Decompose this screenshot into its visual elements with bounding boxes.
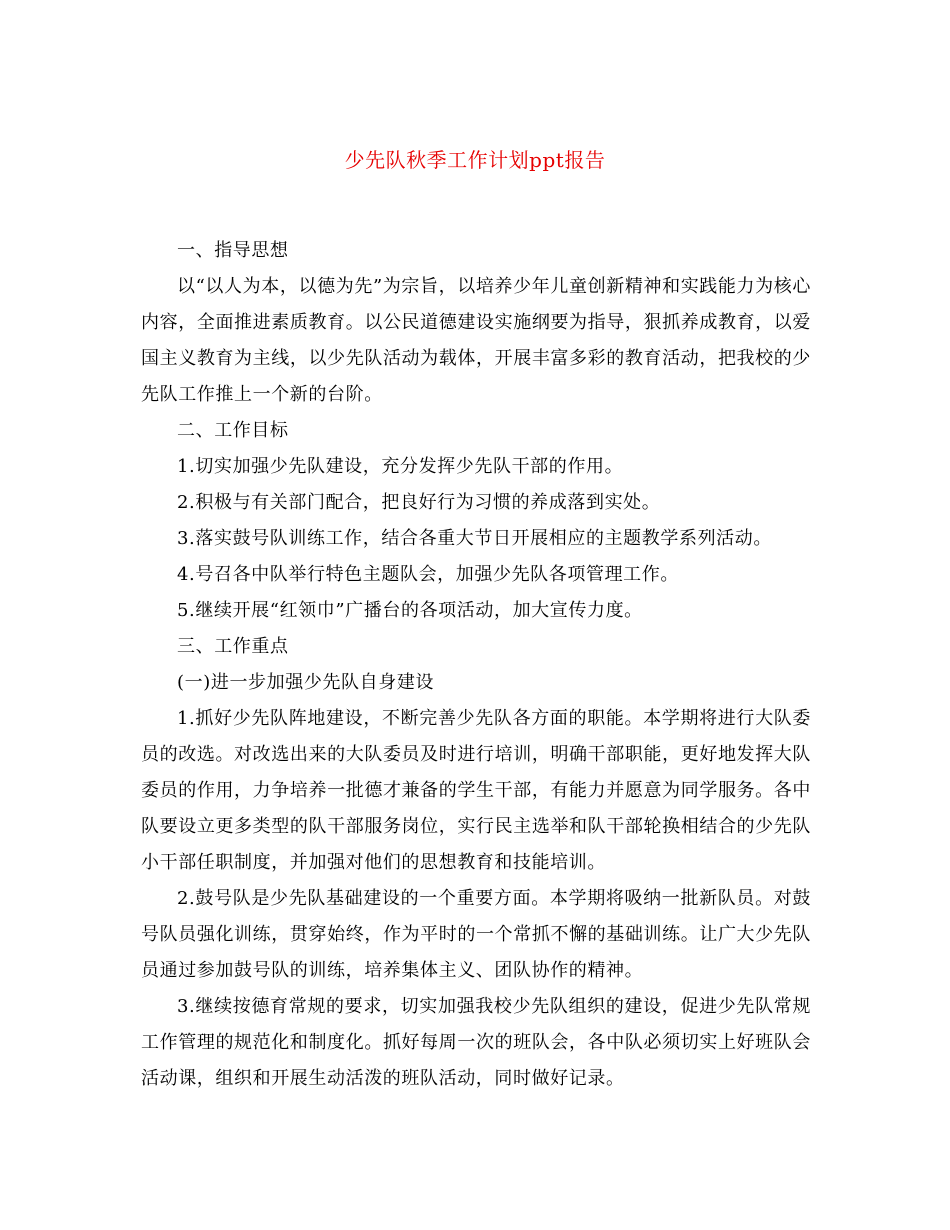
goal-item-4: 4.号召各中队举行特色主题队会，加强少先队各项管理工作。	[177, 564, 679, 585]
goal-item-5: 5.继续开展“红领巾”广播台的各项活动，加大宣传力度。	[177, 600, 643, 621]
paragraph-guiding-thought: 以“以人为本，以德为先”为宗旨，以培养少年儿童创新精神和实践能力为核心内容，全面推进素质教育。以公民道德建设实施纲要为指导，狠抓养成教育，以爱国主义教育为主线，以少先队活动为载体，开展丰富多彩的教育活动，把我校的少先队工作推上一个新的台阶。	[141, 276, 811, 405]
goal-item-3: 3.落实鼓号队训练工作，结合各重大节日开展相应的主题教学系列活动。	[177, 528, 772, 549]
document-title: 少先队秋季工作计划ppt报告	[344, 148, 606, 172]
focus-paragraph-1: 1.抓好少先队阵地建设，不断完善少先队各方面的职能。本学期将进行大队委员的改选。对改选出来的大队委员及时进行培训，明确干部职能，更好地发挥大队委员的作用，力争培养一批德才兼备的学生干部，有能力并愿意为同学服务。各中队要设立更多类型的队干部服务岗位，实行民主选举和队干部轮换相结合的少先队小干部任职制度，并加强对他们的思想教育和技能培训。	[141, 708, 811, 873]
subheading-self-building: (一)进一步加强少先队自身建设	[177, 672, 435, 693]
focus-paragraph-2: 2.鼓号队是少先队基础建设的一个重要方面。本学期将吸纳一批新队员。对鼓号队员强化训练，贯穿始终，作为平时的一个常抓不懈的基础训练。让广大少先队员通过参加鼓号队的训练，培养集体主义、团队协作的精神。	[141, 888, 811, 981]
document-body	[141, 233, 811, 1097]
focus-paragraph-3: 3.继续按德育常规的要求，切实加强我校少先队组织的建设，促进少先队常规工作管理的规范化和制度化。抓好每周一次的班队会，各中队必须切实上好班队会活动课，组织和开展生动活泼的班队活动，同时做好记录。	[141, 996, 811, 1089]
heading-guiding-thought: 一、指导思想	[177, 240, 289, 261]
goal-item-2: 2.积极与有关部门配合，把良好行为习惯的养成落到实处。	[177, 492, 661, 513]
goal-item-1: 1.切实加强少先队建设，充分发挥少先队干部的作用。	[177, 456, 624, 477]
heading-work-goals: 二、工作目标	[177, 420, 289, 441]
heading-work-focus: 三、工作重点	[177, 636, 289, 657]
